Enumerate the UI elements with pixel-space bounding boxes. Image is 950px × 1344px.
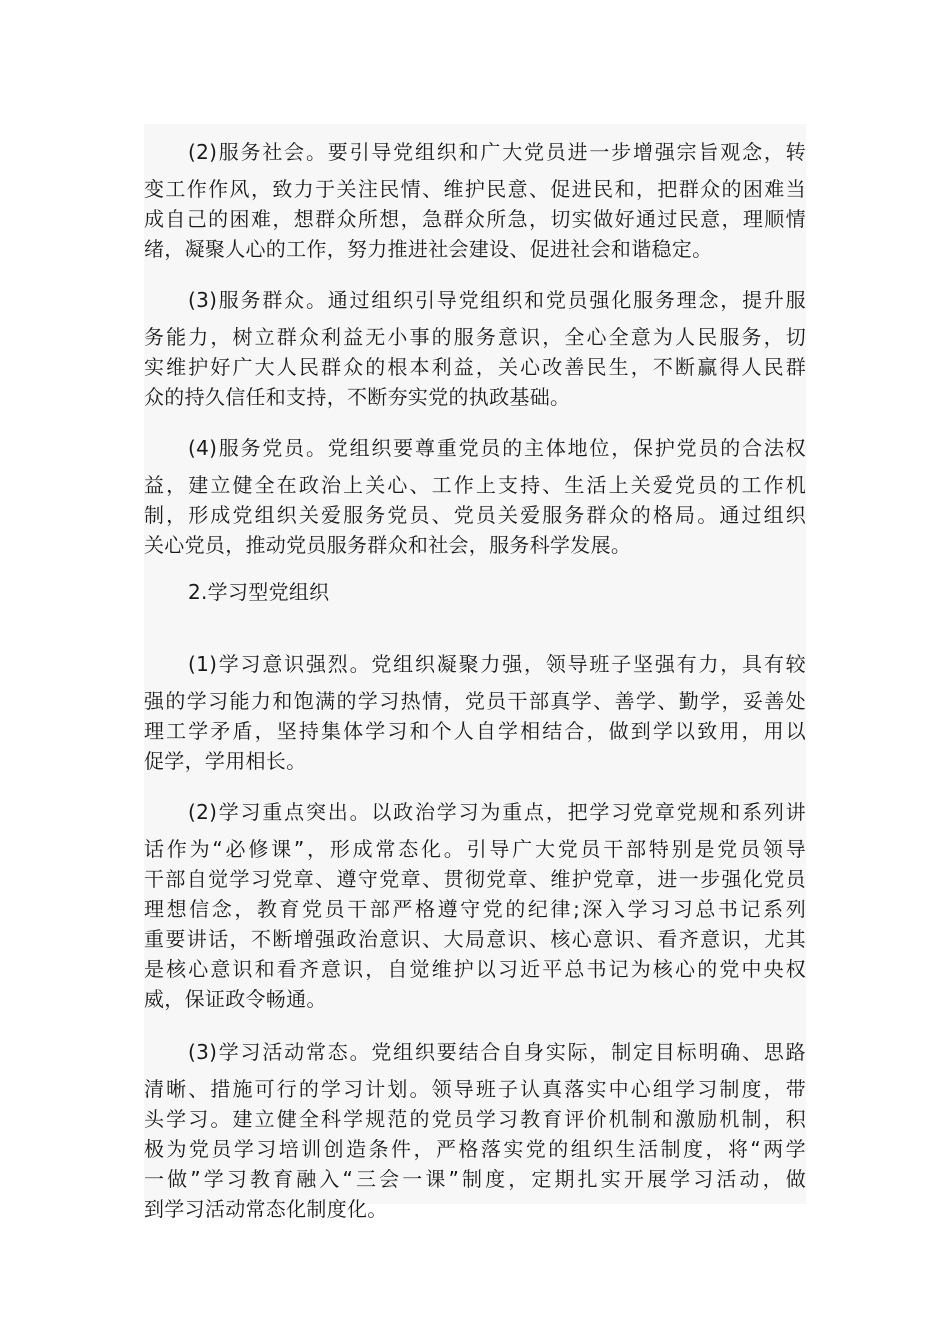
text-line: 一做”学习教育融入“三会一课”制度，定期扎实开展学习活动，做 <box>144 1167 806 1191</box>
text-line: (4)服务党员。党组织要尊重党员的主体地位，保护党员的合法权 <box>188 436 806 460</box>
text-line: 极为党员学习培训创造条件，严格落实党的组织生活制度，将“两学 <box>144 1137 806 1161</box>
text-line: (3)服务群众。通过组织引导党组织和党员强化服务理念，提升服 <box>188 288 806 312</box>
text-line: 清晰、措施可行的学习计划。领导班子认真落实中心组学习制度，带 <box>144 1077 806 1101</box>
text-line: 威，保证政令畅通。 <box>144 987 327 1011</box>
text-line: (3)学习活动常态。党组织要结合自身实际，制定目标明确、思路 <box>188 1040 806 1064</box>
text-line: 理想信念，教育党员干部严格遵守党的纪律;深入学习习总书记系列 <box>144 897 806 921</box>
text-line: (2)学习重点突出。以政治学习为重点，把学习党章党规和系列讲 <box>188 800 806 824</box>
text-line: (2)服务社会。要引导党组织和广大党员进一步增强宗旨观念，转 <box>188 140 806 164</box>
text-line: 话作为“必修课”，形成常态化。引导广大党员干部特别是党员领导 <box>144 837 806 861</box>
text-line: (1)学习意识强烈。党组织凝聚力强，领导班子坚强有力，具有较 <box>188 652 806 676</box>
text-line: 促学，学用相长。 <box>144 749 307 773</box>
paragraph-service-masses <box>144 278 806 412</box>
text-line: 实维护好广大人民群众的根本利益，关心改善民生，不断赢得人民群 <box>144 355 806 379</box>
paragraph-learning-focus <box>144 790 806 1014</box>
text-line: 益，建立健全在政治上关心、工作上支持、生活上关爱党员的工作机 <box>144 473 806 497</box>
text-line: 强的学习能力和饱满的学习热情，党员干部真学、善学、勤学，妥善处 <box>144 689 806 713</box>
text-line: 众的持久信任和支持，不断夯实党的执政基础。 <box>144 385 571 409</box>
paragraph-service-members <box>144 426 806 560</box>
text-line: 关心党员，推动党员服务群众和社会，服务科学发展。 <box>144 533 632 557</box>
text-line: 成自己的困难，想群众所想，急群众所急，切实做好通过民意，理顺情 <box>144 207 806 231</box>
text-line: 务能力，树立群众利益无小事的服务意识，全心全意为人民服务，切 <box>144 325 806 349</box>
paragraph-learning-awareness <box>144 642 806 776</box>
text-line: 干部自觉学习党章、遵守党章、贯彻党章、维护党章，进一步强化党员 <box>144 867 806 891</box>
paragraph-learning-routine <box>144 1030 806 1224</box>
section-heading: 2.学习型党组织 <box>188 580 330 604</box>
text-line: 头学习。建立健全科学规范的党员学习教育评价机制和激励机制，积 <box>144 1107 806 1131</box>
text-line: 到学习活动常态化制度化。 <box>144 1197 388 1221</box>
text-line: 变工作作风，致力于关注民情、维护民意、促进民和，把群众的困难当 <box>144 177 806 201</box>
document-body <box>144 124 806 1221</box>
text-line: 制，形成党组织关爱服务党员、党员关爱服务群众的格局。通过组织 <box>144 503 806 527</box>
text-line: 是核心意识和看齐意识，自觉维护以习近平总书记为核心的党中央权 <box>144 957 806 981</box>
text-line: 理工学矛盾，坚持集体学习和个人自学相结合，做到学以致用，用以 <box>144 719 806 743</box>
text-line: 绪，凝聚人心的工作，努力推进社会建设、促进社会和谐稳定。 <box>144 237 713 261</box>
text-line: 重要讲话，不断增强政治意识、大局意识、核心意识、看齐意识，尤其 <box>144 927 806 951</box>
paragraph-service-society <box>144 130 806 264</box>
